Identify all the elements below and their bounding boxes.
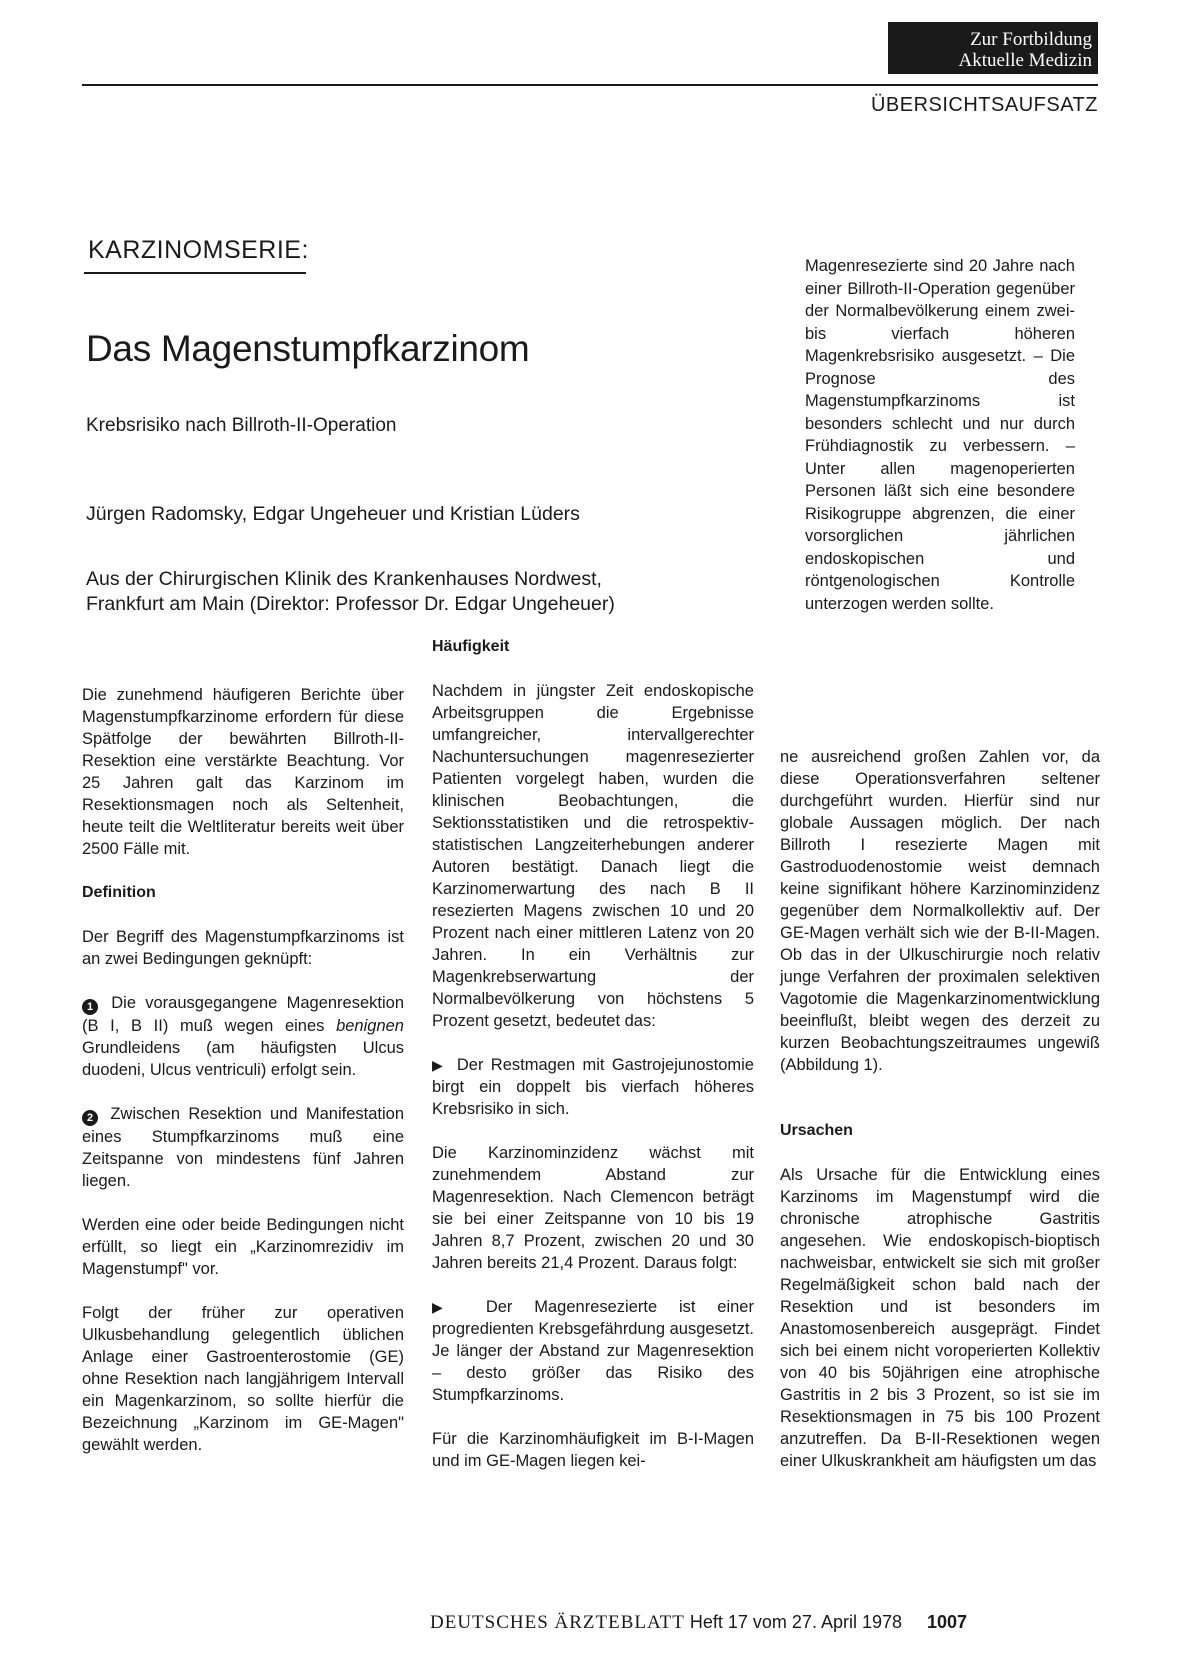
page-number: 1007 xyxy=(927,1612,968,1632)
header-rule xyxy=(82,84,1098,86)
heading-definition: Definition xyxy=(82,884,156,901)
condition-1-text-a: Die vorausgegangene Magenresektion (B I, B II) muß wegen eines xyxy=(82,994,404,1035)
series-underline xyxy=(84,272,306,274)
column-3 xyxy=(780,746,1100,1494)
triangle-bullet-icon: ▶ xyxy=(432,1299,461,1315)
article-authors: Jürgen Radomsky, Edgar Ungeheuer und Kristian Lüders xyxy=(86,503,580,525)
page-footer xyxy=(430,1612,967,1634)
number-1-badge: 1 xyxy=(82,999,98,1015)
haeufigkeit-paragraph-2: Die Karzinominzidenz wächst mit zunehmendem Abstand zur Magenresektion. Nach Clemencon beträgt sie bei einer Zeitspanne von 10 bis 19 Jahren 8,7 Prozent, zwischen 20 und 30 Jahren bereits 21,4 Prozent. Daraus folgt: xyxy=(432,1144,754,1272)
affiliation xyxy=(86,567,726,617)
journal-name: DEUTSCHES ÄRZTEBLATT xyxy=(430,1612,685,1633)
triangle-bullet-icon: ▶ xyxy=(432,1057,446,1073)
rezidiv-paragraph: Werden eine oder beide Bedingungen nicht erfüllt, so liegt ein „Karzinomrezidiv im Magenstumpf" vor. xyxy=(82,1216,404,1278)
affiliation-line-1: Aus der Chirurgischen Klinik des Krankenhauses Nordwest, xyxy=(86,568,602,590)
bullet-2 xyxy=(432,1296,754,1406)
condition-2-text: Zwischen Resektion und Manifestation eines Stumpfkarzinoms muß eine Zeitspanne von mindestens fünf Jahren liegen. xyxy=(82,1105,405,1190)
rubric-line-1: Zur Fortbildung xyxy=(970,29,1092,50)
bullet-2-text: Der Magenresezierte ist einer progredienten Krebsgefährdung ausgesetzt. Je länger der Abstand zur Magenresektion – desto größer das Risiko des Stumpfkarzinoms. xyxy=(432,1298,754,1404)
article-subtitle: Krebsrisiko nach Billroth-II-Operation xyxy=(86,415,397,436)
heading-ursachen: Ursachen xyxy=(780,1122,853,1139)
column-1 xyxy=(82,684,404,1478)
condition-1-text-b: Grundleidens (am häufigsten Ulcus duodeni, Ulcus ventriculi) erfolgt sein. xyxy=(82,1039,404,1079)
heading-haeufigkeit: Häufigkeit xyxy=(432,638,510,655)
series-label: KARZINOMSERIE: xyxy=(88,236,309,264)
intro-paragraph: Die zunehmend häufigeren Berichte über Magenstumpfkarzinome erfordern für diese Spätfolge der bewährten Billroth-II-Resektion eine verstärkte Beachtung. Vor 25 Jahren galt das Karzinom im Resektionsmagen noch als Seltenheit, heute teilt die Weltliteratur bereits weit über 2500 Fälle mit. xyxy=(82,686,404,858)
number-2-badge: 2 xyxy=(82,1110,98,1126)
definition-intro: Der Begriff des Magenstumpfkarzinoms ist an zwei Bedingungen geknüpft: xyxy=(82,928,404,968)
rubric-line-2: Aktuelle Medizin xyxy=(958,50,1092,71)
affiliation-line-2: Frankfurt am Main (Direktor: Professor Dr. Edgar Ungeheuer) xyxy=(86,593,615,615)
haeufigkeit-paragraph-1: Nachdem in jüngster Zeit endoskopische Arbeitsgruppen die Ergebnisse umfangreicher, intervallgerechter Nachuntersuchungen magenresezierter Patienten vorgelegt haben, wurden die klinischen Beobachtungen, die Sektionsstatistiken und die retrospektiv-statistischen Langzeiterhebungen anderer Autoren bestätigt. Danach liegt die Karzinomerwartung des nach B II resezierten Magens zwischen 10 und 20 Prozent nach einer mittleren Latenz von 20 Jahren. In ein Verhältnis zur Magenkrebserwartung der Normalbevölkerung von höchstens 5 Prozent gesetzt, bedeutet das: xyxy=(432,682,754,1030)
continued-paragraph: ne ausreichend großen Zahlen vor, da diese Operationsverfahren seltener durchgeführt wurden. Hierfür sind nur globale Aussagen möglich. Der nach Billroth I resezierte Magen mit Gastroduodenostomie weist demnach keine signifikant höhere Karzinominzidenz gegenüber dem Normalkollektiv auf. Der GE-Magen verhält sich wie der B-II-Magen. Ob das in der Ulkuschirurgie noch relativ junge Verfahren der proximalen selektiven Vagotomie die Magenkarzinomentwicklung beeinflußt, bleibt wegen des derzeit zu kurzen Beobachtungszeitraumes ungewiß (Abbildung 1). xyxy=(780,748,1100,1074)
article-title: Das Magenstumpfkarzinom xyxy=(86,328,530,369)
section-label: ÜBERSICHTSAUFSATZ xyxy=(870,94,1098,116)
ursachen-paragraph: Als Ursache für die Entwicklung eines Karzinoms im Magenstumpf wird die chronische atrophische Gastritis angesehen. Wie endoskopisch-bioptisch nachweisbar, entwickelt sie sich mit großer Regelmäßigkeit schon bald nach der Resektion und ist besonders im Anastomosenbereich ausgeprägt. Findet sich bei einem nicht voroperierten Kollektiv von 40 bis 50jährigen eine atrophische Gastritis in 2 bis 3 Prozent, so ist sie im Resektionsmagen in 75 bis 100 Prozent anzutreffen. Da B-II-Resektionen wegen einer Ulkuskrankheit am häufigsten um das xyxy=(780,1166,1100,1470)
rubric-badge xyxy=(888,22,1098,74)
ge-paragraph: Folgt der früher zur operativen Ulkusbehandlung gelegentlich üblichen Anlage einer Gastroenterostomie (GE) ohne Resektion nach langjährigem Intervall ein Magenkarzinom, so sollte hierfür die Bezeichnung „Karzinom im GE-Magen" gewählt werden. xyxy=(82,1304,404,1454)
issue-info: Heft 17 vom 27. April 1978 xyxy=(689,1612,902,1632)
column-2 xyxy=(432,638,754,1494)
abstract: Magenresezierte sind 20 Jahre nach einer Billroth-II-Operation gegenüber der Normalbevölkerung einem zwei- bis vierfach höheren Magenkrebsrisiko ausgesetzt. – Die Prognose des Magenstumpfkarzinoms ist besonders schlecht und nur durch Frühdiagnostik zu verbessern. – Unter allen magenoperierten Personen läßt sich eine besondere Risikogruppe abgrenzen, die einer vorsorglichen jährlichen endoskopischen und röntgenologischen Kontrolle unterzogen werden sollte. xyxy=(805,257,1075,613)
haeufigkeit-paragraph-3: Für die Karzinomhäufigkeit im B-I-Magen und im GE-Magen liegen kei- xyxy=(432,1430,754,1470)
bullet-1 xyxy=(432,1054,754,1120)
condition-1-italic: benignen xyxy=(336,1017,404,1035)
bullet-1-text: Der Restmagen mit Gastrojejunostomie birgt ein doppelt bis vierfach höheres Krebsrisiko in sich. xyxy=(432,1056,754,1118)
condition-1 xyxy=(82,992,404,1081)
condition-2 xyxy=(82,1103,404,1192)
